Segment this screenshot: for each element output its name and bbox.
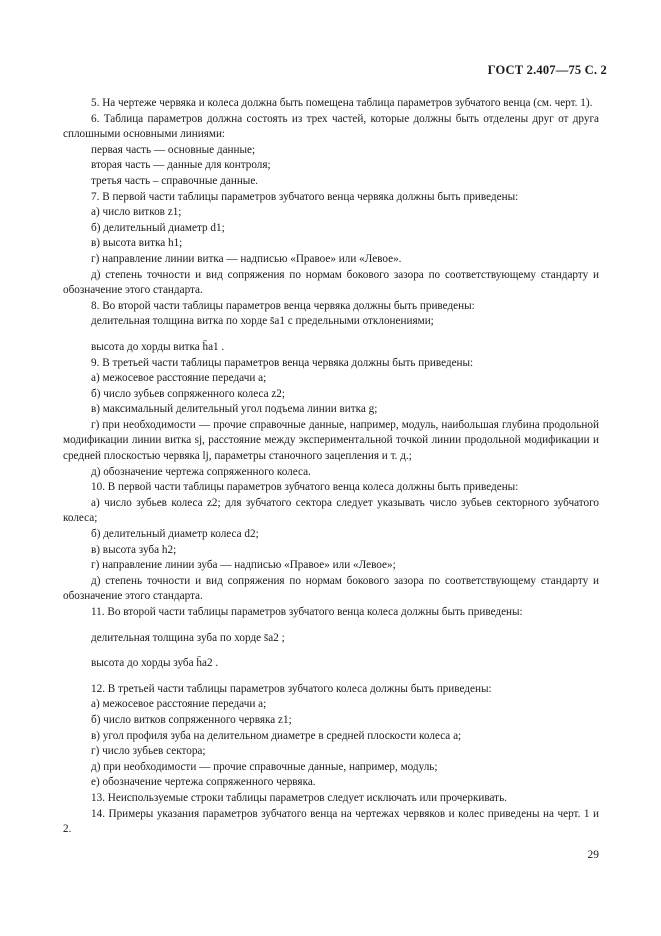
list-item: б) число зубьев сопряженного колеса z2; (91, 387, 286, 400)
paragraph-12: 12. В третьей части таблицы параметров зубчатого колеса должны быть приведены: (91, 682, 492, 695)
list-item: г) число зубьев сектора; (91, 745, 206, 758)
list-item: д) при необходимости — прочие справочные данные, например, модуль; (91, 760, 438, 773)
list-item: е) обозначение чертежа сопряженного червяка. (91, 776, 316, 789)
paragraph-14: 14. Примеры указания параметров зубчатого венца на чертежах червяков и колес приведены на черт. 1 и 2. (63, 807, 599, 836)
paragraph-13: 13. Неиспользуемые строки таблицы параметров следует исключать или прочеркивать. (91, 791, 507, 804)
paragraph-7: 7. В первой части таблицы параметров зубчатого венца червяка должны быть приведены: (91, 190, 519, 203)
list-item: первая часть — основные данные; (91, 143, 256, 156)
list-item: д) обозначение чертежа сопряженного колеса. (91, 465, 311, 478)
list-item: б) число витков сопряженного червяка z1; (91, 713, 292, 726)
list-item: б) делительный диаметр колеса d2; (91, 528, 259, 541)
paragraph-6: 6. Таблица параметров должна состоять из трех частей, которые должны быть отделены друг от друга сплошными основными линиями: (63, 112, 599, 141)
paragraph-9: 9. В третьей части таблицы параметров венца червяка должны быть приведены: (91, 356, 474, 369)
list-item: а) межосевое расстояние передачи a; (91, 698, 267, 711)
list-item: а) межосевое расстояние передачи a; (91, 372, 267, 385)
list-item: б) делительный диаметр d1; (91, 221, 225, 234)
paragraph-8: 8. Во второй части таблицы параметров венца червяка должны быть приведены: (91, 299, 475, 312)
list-item: а) число витков z1; (91, 206, 182, 219)
list-item: вторая часть — данные для контроля; (91, 159, 271, 172)
formula-line: высота до хорды витка h̄a1 . (91, 340, 225, 353)
list-item: в) высота витка h1; (91, 237, 183, 250)
paragraph-10: 10. В первой части таблицы параметров зубчатого венца колеса должны быть приведены: (91, 481, 519, 494)
paragraph-11: 11. Во второй части таблицы параметров зубчатого венца колеса должны быть приведены: (91, 606, 523, 618)
document-header: ГОСТ 2.407—75 С. 2 (487, 63, 607, 77)
list-item: третья часть – справочные данные. (91, 174, 259, 187)
paragraph-5: 5. На чертеже червяка и колеса должна быть помещена таблица параметров зубчатого венца (см. черт. 1). (91, 97, 593, 109)
list-item: в) высота зуба h2; (91, 543, 177, 556)
list-item: г) при необходимости — прочие справочные данные, например, модуль, наибольшая глубина продольной модификации линии витка sj, расстояние между экспериментальной точкой линии продольной модификации и средней плоскостью червяка lj, параметры станочного зацепления и т. д.; (63, 418, 599, 463)
document-body (63, 96, 599, 838)
formula-line: делительная толщина витка по хорде s̄a1 с предельными отклонениями; (91, 315, 434, 328)
formula-line: высота до хорды зуба h̄a2 . (91, 657, 219, 670)
list-item: г) направление линии зуба — надписью «Правое» или «Левое»; (91, 559, 396, 572)
list-item: а) число зубьев колеса z2; для зубчатого сектора следует указывать число зубьев секторного зубчатого колеса; (63, 496, 599, 525)
list-item: в) максимальный делительный угол подъема линии витка g; (91, 403, 378, 416)
formula-line: делительная толщина зуба по хорде s̄a2 ; (91, 631, 285, 644)
list-item: г) направление линии витка — надписью «Правое» или «Левое». (91, 252, 402, 265)
list-item: д) степень точности и вид сопряжения по нормам бокового зазора по соответствующему стандарту и обозначение этого стандарта. (63, 268, 599, 297)
list-item: д) степень точности и вид сопряжения по нормам бокового зазора по соответствующему стандарту и обозначение этого стандарта. (63, 574, 599, 603)
list-item: в) угол профиля зуба на делительном диаметре в средней плоскости колеса a; (91, 729, 462, 742)
page-number: 29 (587, 849, 599, 861)
